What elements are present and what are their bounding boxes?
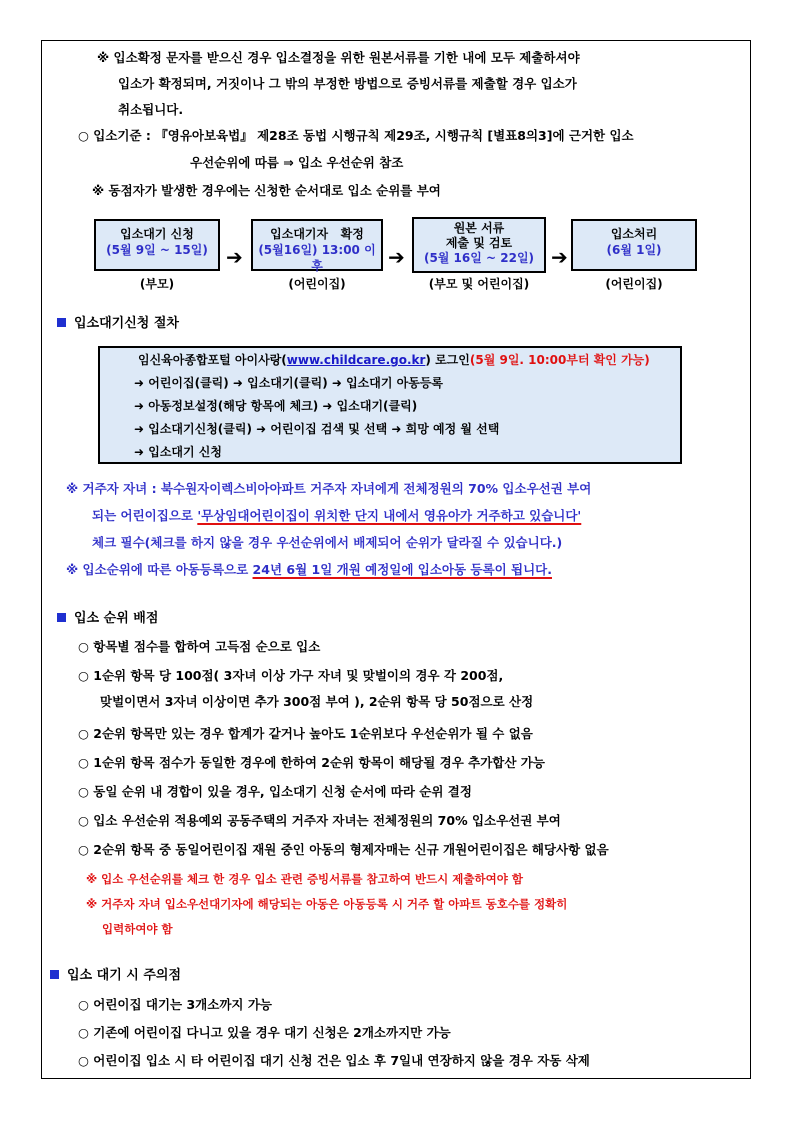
procedure-step3: ➜ 입소대기신청(클릭) ➜ 어린이집 검색 및 선택 ➜ 희망 예정 월 선택 — [134, 422, 500, 436]
square-bullet-icon — [50, 970, 59, 979]
portal-link[interactable]: www.childcare.go.kr — [286, 353, 426, 367]
ranking-item: ○ 1순위 항목 당 100점( 3자녀 이상 가구 자녀 및 맞벌이의 경우 각 200점, — [78, 668, 504, 683]
flow-step-apply — [94, 219, 220, 271]
confirm-note-line2: 입소가 확정되며, 거짓이나 그 밖의 부정한 방법으로 증빙서류를 제출할 경우 입소가 — [118, 76, 577, 91]
caution-heading — [50, 968, 181, 984]
flow-step-date: (5월16일) 13:00 이후 — [258, 243, 376, 273]
procedure-heading-text: 입소대기신청 절차 — [74, 316, 179, 331]
flow-step-documents — [412, 217, 546, 273]
flow-arrow-icon: ➔ — [388, 245, 405, 269]
ranking-item: ○ 입소 우선순위 적용예외 공동주택의 거주자 자녀는 전체정원의 70% 입소우선권 부여 — [78, 813, 561, 828]
procedure-step4: ➜ 입소대기 신청 — [134, 445, 222, 459]
resident-line1: ※ 거주자 자녀 : 북수원자이렉스비아아파트 거주자 자녀에게 전체정원의 70% 입소우선권 부여 — [66, 481, 592, 496]
ranking-item: ○ 동일 순위 내 경합이 있을 경우, 입소대기 신청 순서에 따라 순위 결정 — [78, 784, 472, 799]
flow-step-date: (6월 1일) — [606, 243, 662, 257]
flow-label-parent: (부모) — [139, 277, 175, 291]
square-bullet-icon — [57, 318, 66, 327]
resident-line2 — [92, 508, 581, 524]
caution-item: ○ 기존에 어린이집 다니고 있을 경우 대기 신청은 2개소까지만 가능 — [78, 1025, 451, 1040]
flow-step-date: (5월 9일 ~ 15일) — [106, 243, 208, 257]
flow-arrow-icon: ➔ — [226, 245, 243, 269]
flow-label-both: (부모 및 어린이집) — [428, 277, 530, 291]
flow-arrow-icon: ➔ — [551, 245, 568, 269]
ranking-heading-text: 입소 순위 배점 — [74, 611, 159, 626]
login-suffix: ) 로그인 — [425, 353, 470, 367]
login-note: (5월 9일. 10:00부터 확인 가능) — [469, 353, 650, 367]
flow-step-title: 입소처리 — [610, 227, 658, 241]
flow-step-title: 원본 서류 — [453, 221, 505, 235]
tie-note: ※ 동점자가 발생한 경우에는 신청한 순서대로 입소 순위를 부여 — [92, 183, 441, 198]
ranking-item: ○ 2순위 항목만 있는 경우 합계가 같거나 높아도 1순위보다 우선순위가 될 수 없음 — [78, 726, 533, 741]
ranking-red-note2: ※ 거주자 자녀 입소우선대기자에 해당되는 아동은 아동등록 시 거주 할 아파트 동호수를 정확히 — [86, 897, 568, 911]
caution-heading-text: 입소 대기 시 주의점 — [67, 968, 182, 983]
caution-item: ○ 어린이집 대기는 3개소까지 가능 — [78, 997, 272, 1012]
confirm-note-line1: ※ 입소확정 문자를 받으신 경우 입소결정을 위한 원본서류를 기한 내에 모두 제출하셔야 — [97, 50, 580, 65]
square-bullet-icon — [57, 613, 66, 622]
resident-line2-text: 되는 어린이집으로 — [92, 508, 198, 523]
ranking-item: 맞벌이면서 3자녀 이상이면 추가 300점 부여 ), 2순위 항목 당 50점으로 산정 — [100, 694, 534, 709]
login-prefix: 임신육아종합포털 아이사랑( — [138, 353, 287, 367]
resident-line4 — [66, 562, 552, 578]
flow-label-daycare: (어린이집) — [288, 277, 346, 291]
ranking-heading — [57, 611, 158, 627]
flow-step-date: (5월 16일 ~ 22일) — [423, 251, 535, 265]
flow-step-title2: 제출 및 검토 — [445, 236, 513, 250]
ranking-item: ○ 항목별 점수를 합하여 고득점 순으로 입소 — [78, 639, 321, 654]
flow-step-title: 입소대기자 확정 — [270, 227, 364, 241]
flow-label-daycare: (어린이집) — [605, 277, 663, 291]
ranking-item: ○ 1순위 항목 점수가 동일한 경우에 한하여 2순위 항목이 해당될 경우 추가합산 가능 — [78, 755, 545, 770]
resident-line4-text: ※ 입소순위에 따른 아동등록으로 — [66, 562, 253, 577]
opening-date-phrase: 24년 6월 1일 개원 예정일에 입소아동 등록이 됩니다. — [252, 562, 552, 577]
flow-step-title: 입소대기 신청 — [120, 227, 194, 241]
procedure-step1: ➜ 어린이집(클릭) ➜ 입소대기(클릭) ➜ 입소대기 아동등록 — [134, 376, 444, 390]
resident-line3: 체크 필수(체크를 하지 않을 경우 우선순위에서 배제되어 순위가 달라질 수 있습니다.) — [92, 535, 563, 550]
ranking-red-note3: 입력하여야 함 — [102, 922, 173, 936]
procedure-box — [98, 346, 682, 464]
criteria-line1: ○ 입소기준 : 『영유아보육법』 제28조 동법 시행규칙 제29조, 시행규칙 [별표8의3]에 근거한 입소 — [78, 128, 634, 143]
procedure-step2: ➜ 아동정보설정(해당 항목에 체크) ➜ 입소대기(클릭) — [134, 399, 418, 413]
ranking-red-note1: ※ 입소 우선순위를 체크 한 경우 입소 관련 증빙서류를 참고하여 반드시 제출하여야 함 — [86, 872, 523, 886]
confirm-note-line3: 취소됩니다. — [118, 102, 184, 117]
flow-step-admission — [571, 219, 697, 271]
flow-step-confirm — [251, 219, 383, 271]
criteria-line2: 우선순위에 따름 ⇒ 입소 우선순위 참조 — [190, 155, 404, 170]
login-line — [138, 352, 650, 368]
resident-checkbox-phrase: '무상임대어린이집이 위치한 단지 내에서 영유아가 거주하고 있습니다' — [197, 508, 582, 523]
ranking-item: ○ 2순위 항목 중 동일어린이집 재원 중인 아동의 형제자매는 신규 개원어린이집은 해당사항 없음 — [78, 842, 609, 857]
caution-item: ○ 어린이집 입소 시 타 어린이집 대기 신청 건은 입소 후 7일내 연장하지 않을 경우 자동 삭제 — [78, 1053, 590, 1068]
procedure-heading — [57, 316, 179, 332]
